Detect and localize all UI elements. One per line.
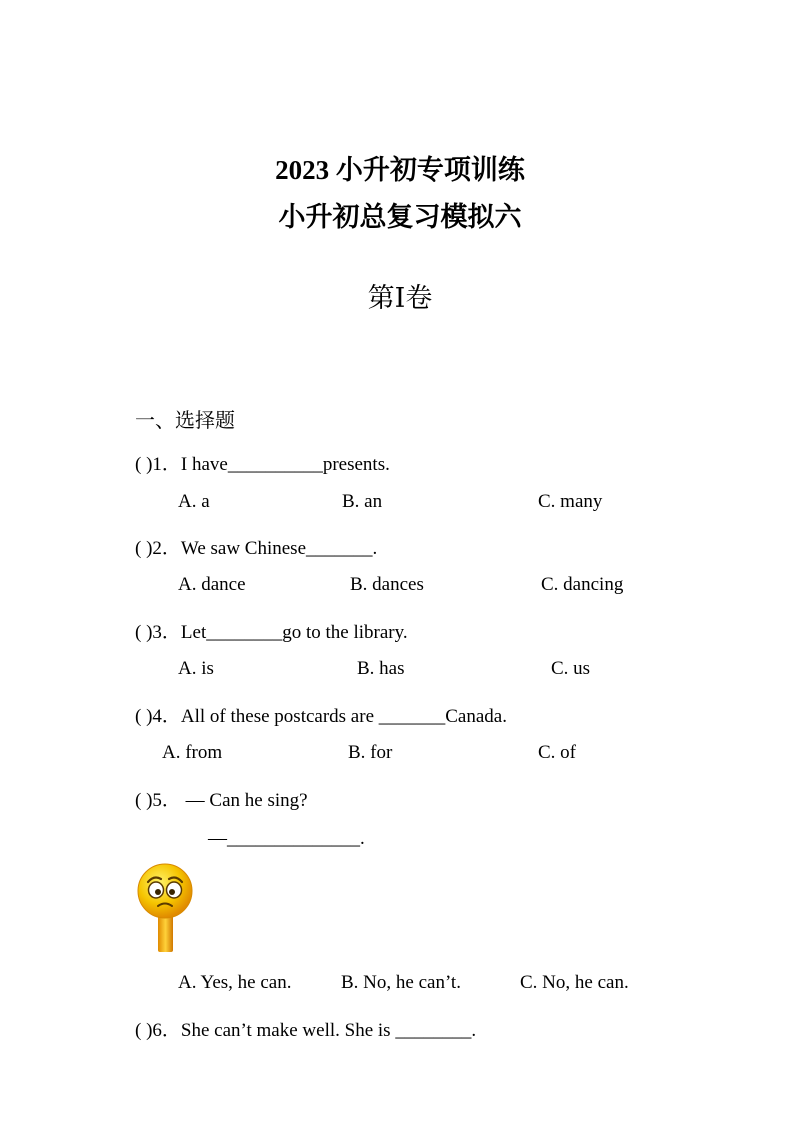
question-2-option-c: C. dancing bbox=[541, 574, 624, 595]
question-3-option-b: B. has bbox=[357, 658, 405, 679]
question-2-option-a: A. dance bbox=[178, 574, 246, 595]
question-2-stem: ( )2．We saw Chinese_______. bbox=[135, 538, 378, 559]
question-1-option-c: C. many bbox=[538, 491, 603, 512]
question-2-option-b: B. dances bbox=[350, 574, 424, 595]
question-1-stem: ( )1．I have__________presents. bbox=[135, 454, 390, 475]
question-4-option-b: B. for bbox=[348, 742, 393, 763]
page-title-line1: 2023 小升初专项训练 bbox=[275, 155, 525, 185]
question-5-option-b: B. No, he can’t. bbox=[341, 972, 461, 993]
question-4-option-c: C. of bbox=[538, 742, 576, 763]
question-3-stem: ( )3．Let________go to the library. bbox=[135, 622, 408, 643]
question-1-option-a: A. a bbox=[178, 491, 210, 512]
question-5-option-c: C. No, he can. bbox=[520, 972, 629, 993]
section-title: 一、选择题 bbox=[135, 410, 235, 432]
page-title-line2: 小升初总复习模拟六 bbox=[278, 202, 522, 232]
question-5-answer-line: —______________. bbox=[208, 828, 365, 849]
question-3-option-a: A. is bbox=[178, 658, 214, 679]
question-5-stem: ( )5． — Can he sing? bbox=[135, 790, 308, 811]
worried-face-icon bbox=[136, 862, 196, 954]
question-6-stem: ( )6．She can’t make well. She is ________. bbox=[135, 1020, 477, 1041]
volume-heading: 第Ⅰ卷 bbox=[367, 283, 433, 313]
question-4-stem: ( )4．All of these postcards are _______Canada. bbox=[135, 706, 507, 727]
question-3-option-c: C. us bbox=[551, 658, 591, 679]
question-1-option-b: B. an bbox=[342, 491, 383, 512]
question-4-option-a: A. from bbox=[162, 742, 223, 763]
question-5-option-a: A. Yes, he can. bbox=[178, 972, 292, 993]
